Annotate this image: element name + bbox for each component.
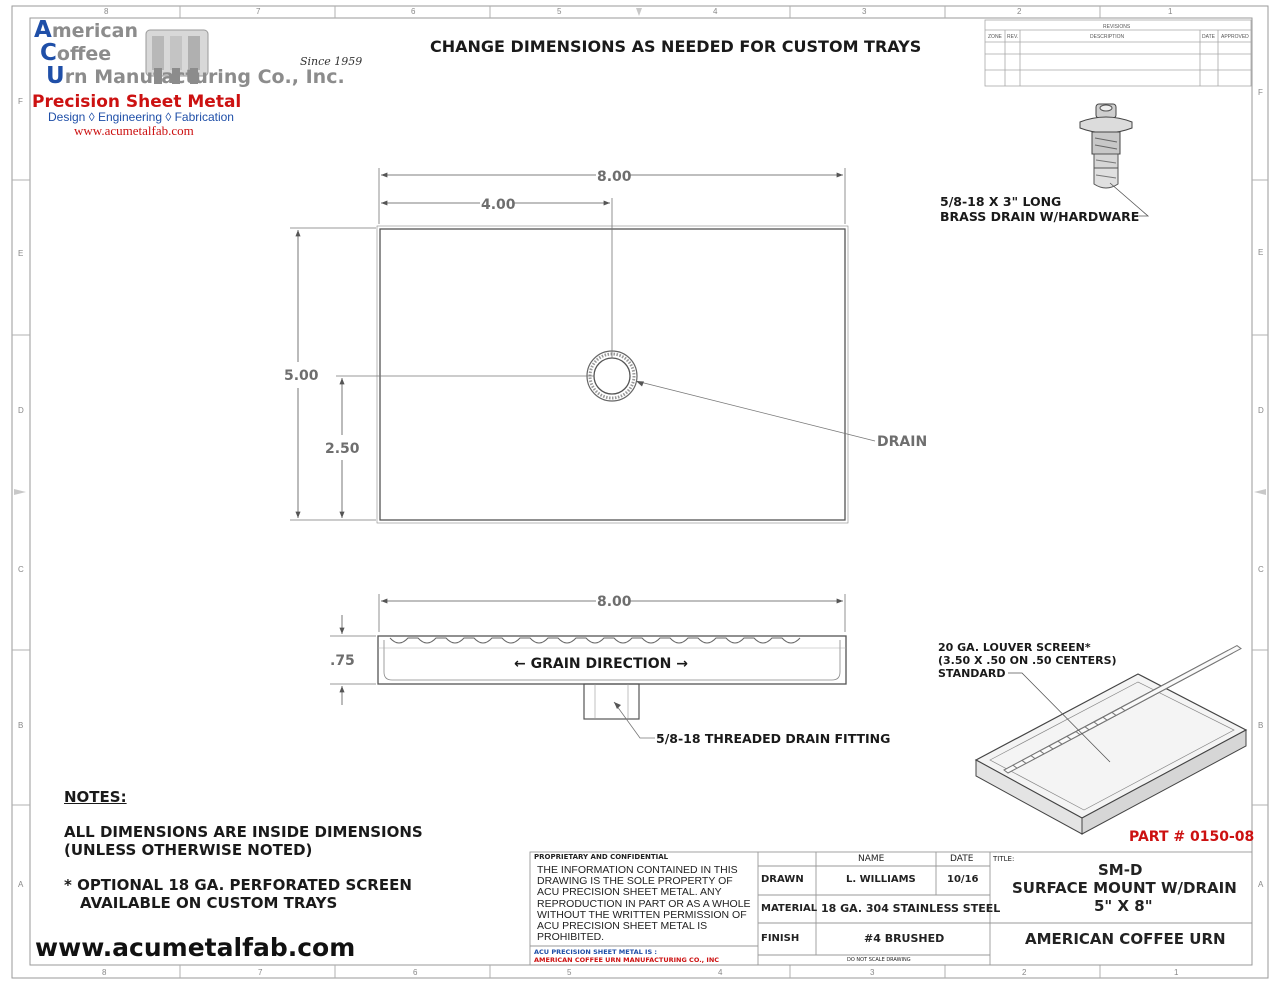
grid-row-label: C <box>18 565 24 574</box>
note-1-line1: ALL DIMENSIONS ARE INSIDE DIMENSIONS <box>64 823 423 841</box>
notes-heading: NOTES: <box>64 788 127 806</box>
grid-row-label: D <box>18 406 24 415</box>
logo-since: Since 1959 <box>300 55 363 68</box>
proprietary-line: PROHIBITED. <box>537 931 605 944</box>
logo-line-urn <box>46 63 345 89</box>
grid-col-label: 6 <box>411 7 416 16</box>
company-line: AMERICAN COFFEE URN MANUFACTURING CO., INC <box>534 956 720 964</box>
acu-line <box>534 948 657 956</box>
grid-row-label: F <box>1258 88 1263 97</box>
grid-row-label: B <box>1258 721 1264 730</box>
drain-callout-line1: 5/8-18 X 3" LONG <box>940 194 1062 209</box>
logo-line1-text <box>34 17 138 43</box>
screen-callout-line3: STANDARD <box>938 667 1006 680</box>
grid-row-label: D <box>1258 406 1264 415</box>
no-scale-note: DO NOT SCALE DRAWING <box>847 957 911 963</box>
proprietary-heading: PROPRIETARY AND CONFIDENTIAL <box>534 853 669 861</box>
proprietary-line: REPRODUCTION IN PART OR AS A WHOLE <box>537 897 751 910</box>
grid-col-label: 4 <box>713 7 718 16</box>
drain-callout-line2: BRASS DRAIN W/HARDWARE <box>940 209 1140 224</box>
proprietary-line: WITHOUT THE WRITTEN PERMISSION OF <box>537 908 747 921</box>
proprietary-line: ACU PRECISION SHEET METAL IS <box>537 920 708 933</box>
drain-fitting-label: 5/8-18 THREADED DRAIN FITTING <box>656 731 891 746</box>
grid-row-label: A <box>18 880 24 889</box>
grid-row-label: B <box>18 721 24 730</box>
revisions-header: DATE <box>1202 34 1215 40</box>
brass-drain-illustration <box>1080 104 1148 216</box>
material-label: MATERIAL <box>761 903 818 914</box>
screen-callout-line2: (3.50 X .50 ON .50 CENTERS) <box>938 654 1117 667</box>
note-1-line2: (UNLESS OTHERWISE NOTED) <box>64 841 313 859</box>
side-width-dim: 8.00 <box>597 594 632 610</box>
logo-initial: U <box>46 63 65 89</box>
drawn-date: 10/16 <box>947 874 979 885</box>
title-line1: SM-D <box>1098 861 1143 879</box>
top-half-width-dim: 4.00 <box>481 197 516 213</box>
grid-col-label: 5 <box>567 968 572 977</box>
drain-label: DRAIN <box>877 434 928 450</box>
acu-line-text: ACU PRECISION SHEET METAL IS : <box>534 948 658 956</box>
part-number: PART # 0150-08 <box>1129 829 1255 845</box>
revisions-header: DESCRIPTION <box>1090 34 1125 40</box>
logo-rest: merican <box>51 20 138 42</box>
grid-row-label: C <box>1258 565 1264 574</box>
revisions-header: ZONE <box>988 34 1002 40</box>
note-2-line2: AVAILABLE ON CUSTOM TRAYS <box>80 894 338 912</box>
grid-col-label: 4 <box>718 968 723 977</box>
note-2-line1: * OPTIONAL 18 GA. PERFORATED SCREEN <box>64 876 412 894</box>
proprietary-line: THE INFORMATION CONTAINED IN THIS <box>537 864 738 876</box>
title-line2: SURFACE MOUNT W/DRAIN <box>1012 879 1237 897</box>
grid-col-label: 2 <box>1022 968 1027 977</box>
logo-brand: Precision Sheet Metal <box>32 92 242 112</box>
grain-direction-label: ← GRAIN DIRECTION → <box>514 656 688 672</box>
top-view <box>284 168 927 523</box>
logo-url[interactable]: www.acumetalfab.com <box>74 123 194 138</box>
grid-row-label: A <box>1258 880 1264 889</box>
logo-line-american <box>34 17 138 43</box>
date-header: DATE <box>950 854 974 864</box>
grid-col-label: 7 <box>258 968 263 977</box>
title-line3: 5" X 8" <box>1094 897 1153 915</box>
drain-hole <box>587 351 637 401</box>
finish-value: #4 BRUSHED <box>864 932 945 945</box>
material-value: 18 GA. 304 STAINLESS STEEL <box>821 902 1001 915</box>
top-width-dim: 8.00 <box>597 169 632 185</box>
grid-col-label: 6 <box>413 968 418 977</box>
revisions-labels <box>988 24 1249 40</box>
proprietary-line: DRAWING IS THE SOLE PROPERTY OF <box>537 875 733 888</box>
grid-col-label: 2 <box>1017 7 1022 16</box>
proprietary-line: ACU PRECISION SHEET METAL. ANY <box>537 886 722 899</box>
top-height-dim: 5.00 <box>284 368 319 384</box>
grid-col-label: 3 <box>870 968 875 977</box>
website-link[interactable]: www.acumetalfab.com <box>35 933 356 962</box>
logo-initial: A <box>34 17 52 43</box>
title-label: TITLE: <box>993 855 1015 863</box>
revisions-title: REVISIONS <box>1103 24 1131 30</box>
proprietary-text <box>537 865 751 943</box>
grid-col-label: 8 <box>102 968 107 977</box>
grid-col-label: 3 <box>862 7 867 16</box>
grid-col-label: 1 <box>1168 7 1173 16</box>
logo-line-coffee <box>40 40 112 66</box>
screen-callout-line1: 20 GA. LOUVER SCREEN* <box>938 641 1091 654</box>
finish-label: FINISH <box>761 933 800 944</box>
grid-row-label: E <box>18 249 24 258</box>
grid-row-label: F <box>18 97 23 106</box>
grid-col-label: 1 <box>1174 968 1179 977</box>
louver-screen-illustration <box>976 646 1246 834</box>
top-half-height-dim: 2.50 <box>325 441 360 457</box>
grid-col-label: 7 <box>256 7 261 16</box>
logo-rest: offee <box>56 43 112 65</box>
side-depth-dim: .75 <box>330 653 355 669</box>
drawn-name: L. WILLIAMS <box>846 874 916 885</box>
header-title: CHANGE DIMENSIONS AS NEEDED FOR CUSTOM TRAYS <box>430 37 922 56</box>
grid-row-label: E <box>1258 248 1264 257</box>
logo-rest: rn Manufacturing Co., Inc. <box>64 66 345 88</box>
drawn-label: DRAWN <box>761 874 804 885</box>
grid-col-label: 5 <box>557 7 562 16</box>
logo-line2-text <box>40 40 112 66</box>
logo-line3-text <box>46 63 345 89</box>
company-name: AMERICAN COFFEE URN <box>1025 930 1226 948</box>
revisions-header: APPROVED <box>1221 34 1249 40</box>
name-header: NAME <box>858 854 885 864</box>
revisions-header: REV. <box>1007 34 1019 40</box>
logo-initial: C <box>40 40 57 66</box>
logo-tagline: Design ◊ Engineering ◊ Fabrication <box>48 110 234 124</box>
grid-col-label: 8 <box>104 7 109 16</box>
